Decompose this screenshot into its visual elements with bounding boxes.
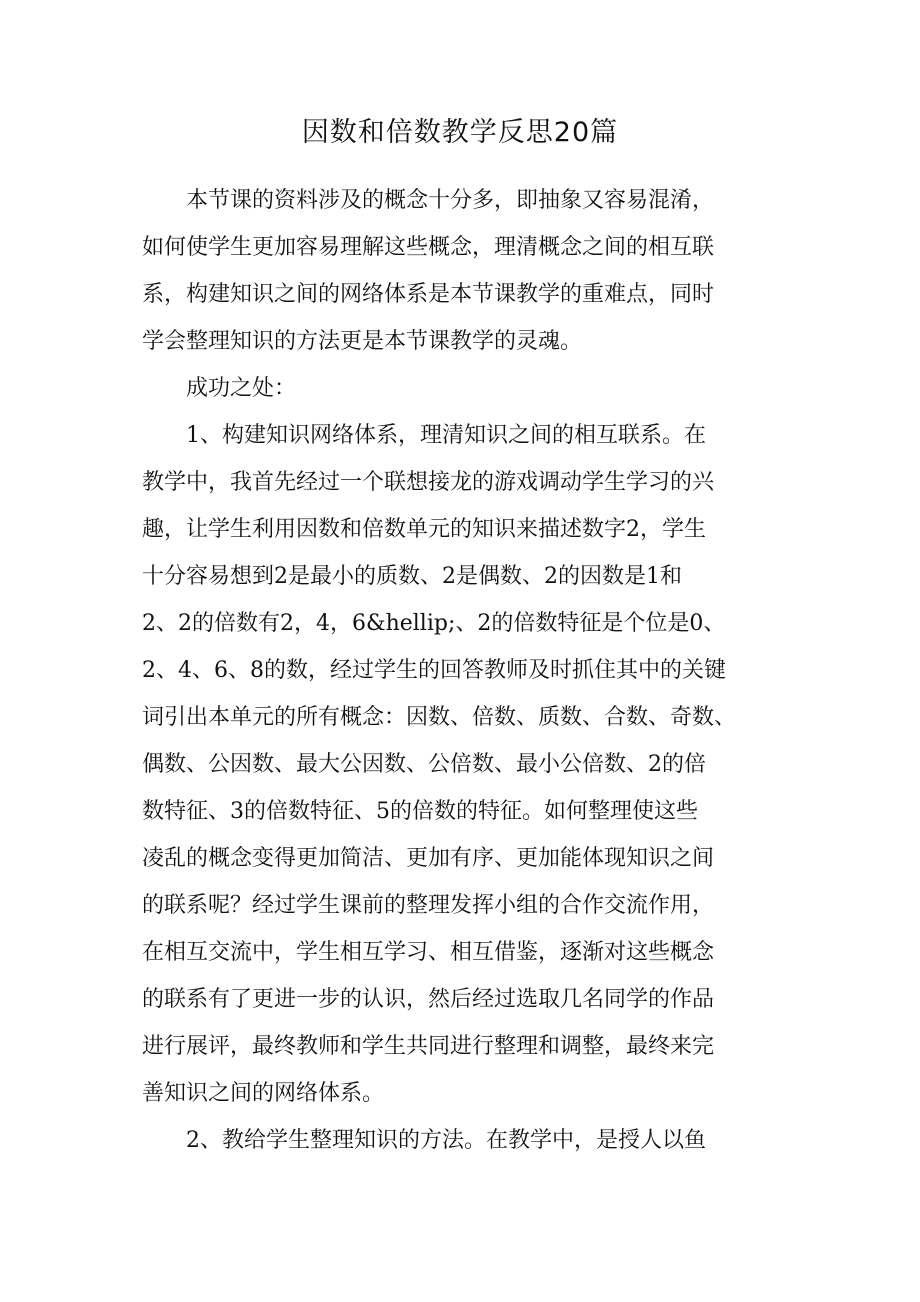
text-line: 成功之处： bbox=[186, 376, 297, 401]
text-line: 如何使学生更加容易理解这些概念，理清概念之间的相互联 bbox=[142, 235, 715, 260]
text-line: 2、4、6、8的数，经过学生的回答教师及时抓住其中的关键 bbox=[142, 658, 726, 683]
text-line: 2、2的倍数有2，4，6&hellip;、2的倍数特征是个位是0、 bbox=[142, 611, 726, 636]
paragraph-point-1 bbox=[142, 412, 792, 1117]
text-line: 善知识之间的网络体系。 bbox=[142, 1081, 385, 1106]
paragraph-success-heading bbox=[142, 365, 792, 412]
text-line: 十分容易想到2是最小的质数、2是偶数、2的因数是1和 bbox=[142, 564, 682, 589]
text-line: 本节课的资料涉及的概念十分多，即抽象又容易混淆， bbox=[186, 188, 715, 213]
text-line: 系，构建知识之间的网络体系是本节课教学的重难点，同时 bbox=[142, 282, 715, 307]
document-title: 因数和倍数教学反思20篇 bbox=[301, 117, 619, 148]
text-line: 进行展评，最终教师和学生共同进行整理和调整，最终来完 bbox=[142, 1034, 715, 1059]
paragraph-intro bbox=[142, 177, 792, 365]
text-line: 2、教给学生整理知识的方法。在教学中，是授人以鱼 bbox=[186, 1128, 706, 1153]
paragraph-point-2 bbox=[142, 1117, 792, 1164]
text-line: 的联系有了更进一步的认识，然后经过选取几名同学的作品 bbox=[142, 987, 715, 1012]
text-line: 教学中，我首先经过一个联想接龙的游戏调动学生学习的兴 bbox=[142, 470, 715, 495]
text-line: 在相互交流中，学生相互学习、相互借鉴，逐渐对这些概念 bbox=[142, 940, 715, 965]
text-line: 学会整理知识的方法更是本节课教学的灵魂。 bbox=[142, 329, 583, 354]
text-line: 1、构建知识网络体系，理清知识之间的相互联系。在 bbox=[186, 423, 706, 448]
document-body bbox=[142, 177, 792, 1164]
text-line: 的联系呢？经过学生课前的整理发挥小组的合作交流作用， bbox=[142, 893, 715, 918]
text-line: 偶数、公因数、最大公因数、公倍数、最小公倍数、2的倍 bbox=[142, 752, 706, 777]
text-line: 数特征、3的倍数特征、5的倍数的特征。如何整理使这些 bbox=[142, 799, 698, 824]
text-line: 词引出本单元的所有概念：因数、倍数、质数、合数、奇数、 bbox=[142, 705, 737, 730]
text-line: 凌乱的概念变得更加简洁、更加有序、更加能体现知识之间 bbox=[142, 846, 715, 871]
text-line: 趣，让学生利用因数和倍数单元的知识来描述数字2，学生 bbox=[142, 517, 706, 542]
